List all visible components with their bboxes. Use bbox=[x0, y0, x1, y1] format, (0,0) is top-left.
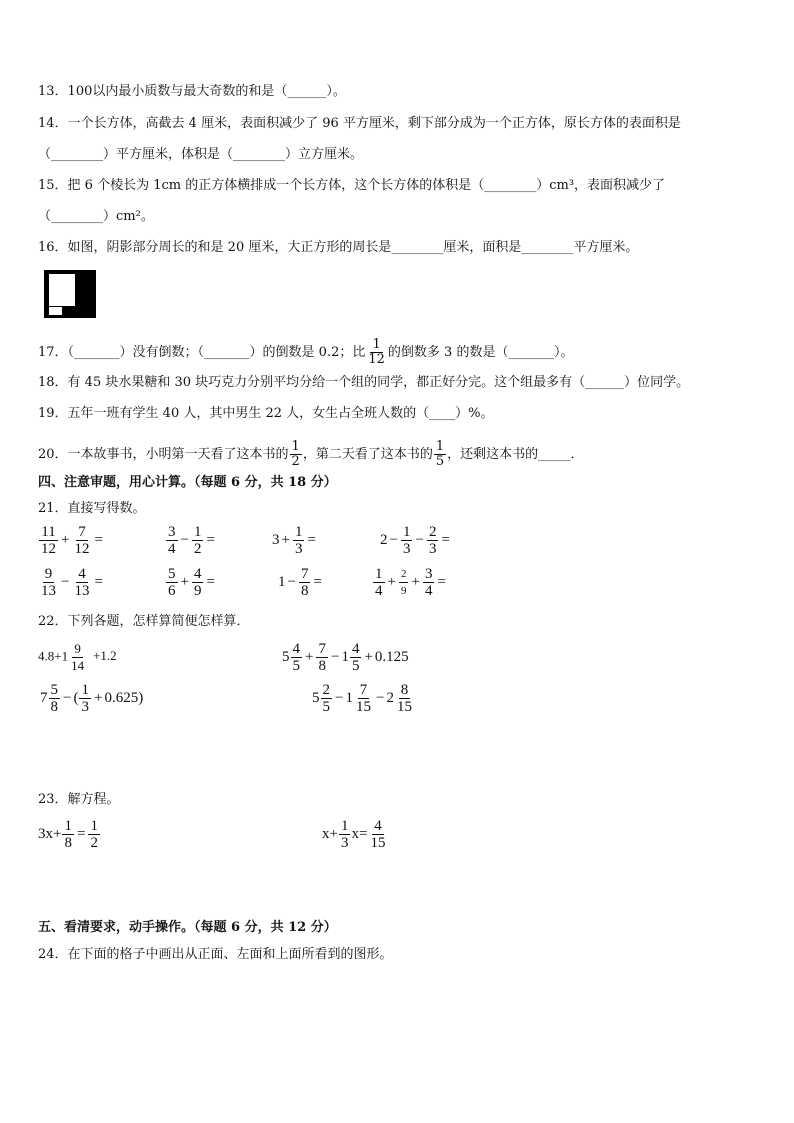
q14-line2: （________）平方厘米，体积是（________）立方厘米。 bbox=[38, 147, 364, 162]
q23-item-b: x+ $\frac{1}{3}$ x= $\frac{4}{15}$ bbox=[322, 818, 386, 851]
q21-item-d: 2 − $\frac{1}{3}$ − $\frac{2}{3}$ = bbox=[380, 524, 450, 557]
fraction: $\frac{1}{12}$ bbox=[368, 337, 385, 367]
q16: 16．如图，阴影部分周长的和是 20 厘米，大正方形的周长是________厘米，面积是________平方厘米。 bbox=[38, 240, 639, 255]
fraction: $\frac{1}{2}$ bbox=[291, 439, 300, 469]
q21-item-c: 3 + $\frac{1}{3}$ = bbox=[272, 524, 316, 557]
q23: 23．解方程。 bbox=[38, 792, 120, 807]
q24: 24．在下面的格子中画出从正面、左面和上面所看到的图形。 bbox=[38, 947, 393, 962]
q17: 17．（_______）没有倒数；（_______）的倒数是 0.2；比 $\frac{1}{12}$ 的倒数多 3 的数是（_______）。 bbox=[38, 337, 574, 367]
q15-line1: 15．把 6 个棱长为 1cm 的正方体横排成一个长方体，这个长方体的体积是（________）cm³，表面积减少了 bbox=[38, 178, 666, 193]
shaded-square-figure bbox=[44, 270, 96, 318]
q21-item-e: $\frac{9}{13}$ − $\frac{4}{13}$ = bbox=[41, 566, 103, 599]
q21-item-g: 1 − $\frac{7}{8}$ = bbox=[278, 566, 322, 599]
q22-item-c: 7 $\frac{5}{8}$ − ( $\frac{1}{3}$ + 0.625) bbox=[40, 682, 144, 715]
q22-item-d: 5 $\frac{2}{5}$ − 1 $\frac{7}{15}$ − 2 $\frac{8}{15}$ bbox=[312, 682, 412, 715]
q21-item-h: $\frac{1}{4}$ + $\frac{2}{9}$ + $\frac{3}{4}$ = bbox=[375, 566, 446, 599]
q21: 21．直接写得数。 bbox=[38, 501, 146, 516]
q13: 13．100以内最小质数与最大奇数的和是（______）。 bbox=[38, 84, 346, 99]
q15-line2: （________）cm²。 bbox=[38, 209, 154, 224]
q20: 20．一本故事书，小明第一天看了这本书的 $\frac{1}{2}$ ，第二天看了这本书的 $\frac{1}{5}$ ，还剩这本书的_____． bbox=[38, 439, 584, 469]
fraction: $\frac{1}{5}$ bbox=[435, 439, 445, 469]
section-4-heading: 四、注意审题，用心计算。（每题 6 分，共 18 分） bbox=[38, 475, 337, 490]
q19: 19．五年一班有学生 40 人，其中男生 22 人，女生占全班人数的（____）%。 bbox=[38, 406, 494, 421]
q22: 22．下列各题，怎样算简便怎样算． bbox=[38, 614, 250, 629]
q21-item-f: $\frac{5}{6}$ + $\frac{4}{9}$ = bbox=[168, 566, 215, 599]
q18: 18．有 45 块水果糖和 30 块巧克力分别平均分给一个组的同学，都正好分完。这个组最多有（______）位同学。 bbox=[38, 375, 690, 390]
q14-line1: 14．一个长方体，高截去 4 厘米，表面积减少了 96 平方厘米，剩下部分成为一个正方体，原长方体的表面积是 bbox=[38, 116, 681, 131]
q22-item-a: 4.8+1 $\frac{9}{14}$ +1.2 bbox=[38, 641, 117, 673]
q21-item-b: $\frac{3}{4}$ − $\frac{1}{2}$ = bbox=[168, 524, 215, 557]
q23-item-a: 3x+ $\frac{1}{8}$ = $\frac{1}{2}$ bbox=[38, 818, 98, 851]
q21-item-a: $\frac{11}{12}$ + $\frac{7}{12}$ = bbox=[41, 524, 103, 557]
q22-item-b: 5 $\frac{4}{5}$ + $\frac{7}{8}$ − 1 $\frac{4}{5}$ + 0.125 bbox=[282, 641, 409, 674]
section-5-heading: 五、看清要求，动手操作。（每题 6 分，共 12 分） bbox=[38, 920, 337, 935]
